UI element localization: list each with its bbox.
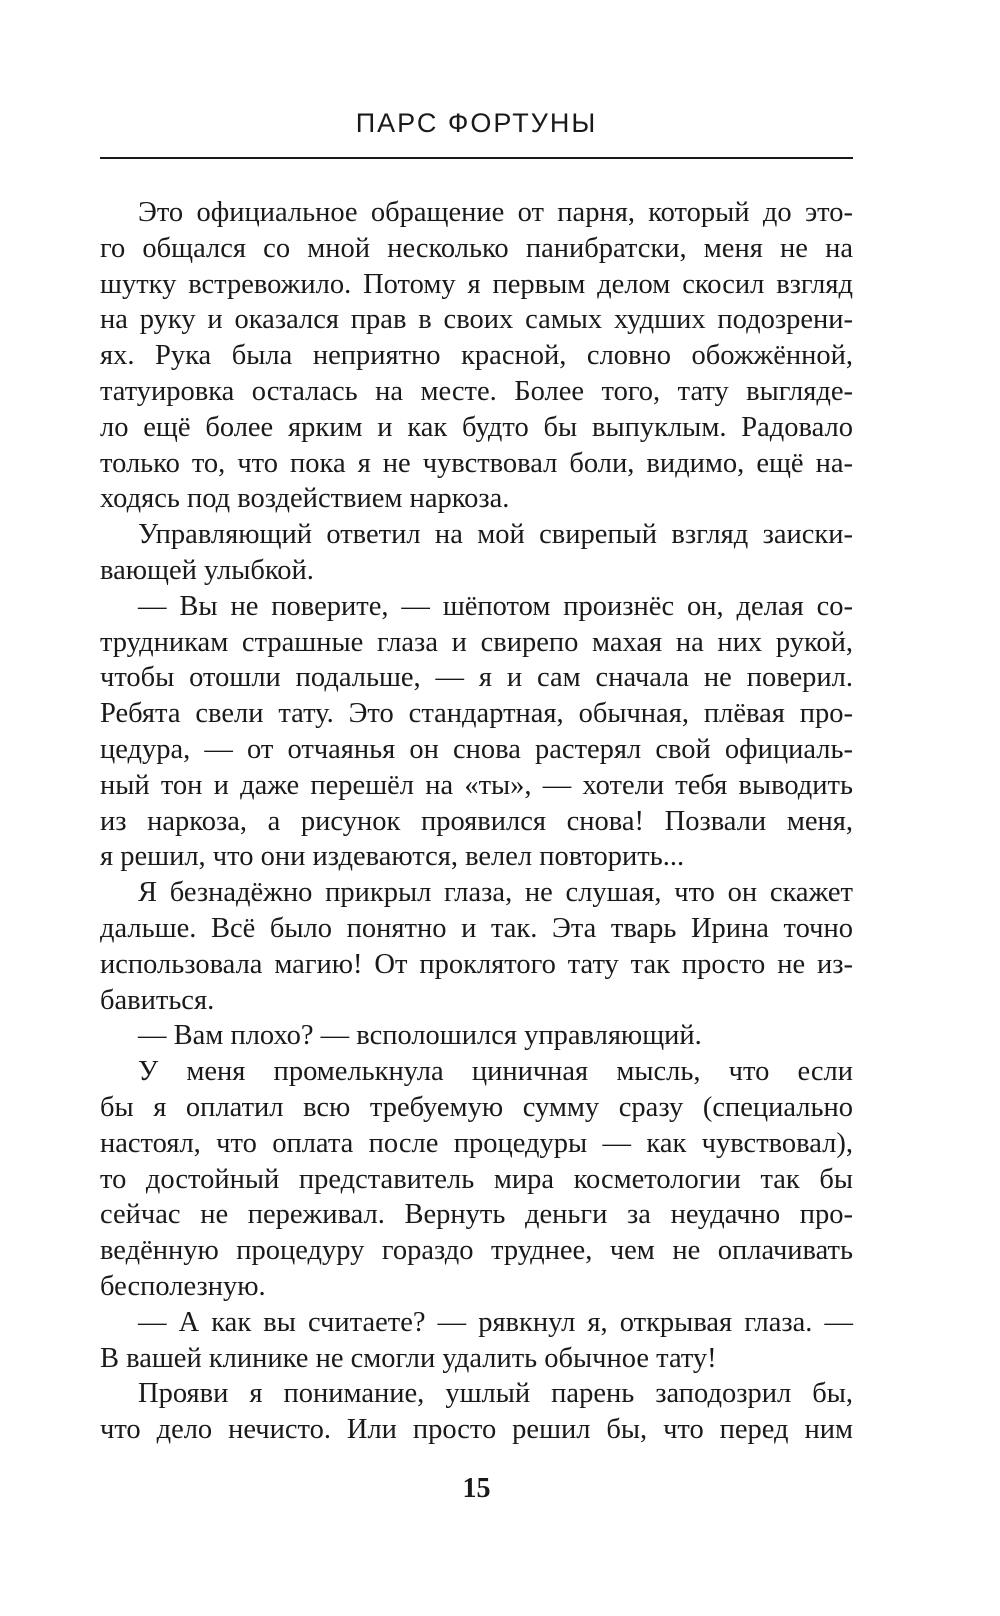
text-line: бавиться. xyxy=(100,984,215,1016)
text-line: У меня промелькнула циничная мысль, что если xyxy=(138,1056,853,1088)
text-line: го общался со мной несколько панибратски, меня не на xyxy=(100,232,853,264)
text-line: ло ещё более ярким и как будто бы выпуклым. Радовало xyxy=(100,411,853,443)
running-head-title: ПАРС ФОРТУНЫ xyxy=(355,108,598,138)
text-line: то достойный представитель мира косметологии так бы xyxy=(100,1163,853,1195)
text-line: на руку и оказался прав в своих самых худших подозрени- xyxy=(100,304,853,336)
text-line: бесполезную. xyxy=(100,1270,266,1302)
text-line: из наркоза, а рисунок проявился снова! Позвали меня, xyxy=(100,805,853,837)
text-line: шутку встревожило. Потому я первым делом скосил взгляд xyxy=(100,268,853,300)
page-number: 15 xyxy=(462,1473,491,1504)
text-line: я решил, что они издеваются, велел повторить... xyxy=(100,841,685,873)
body-text xyxy=(100,195,853,1448)
text-line: Я безнадёжно прикрыл глаза, не слушая, что он скажет xyxy=(138,877,853,909)
text-line: только то, что пока я не чувствовал боли, видимо, ещё на- xyxy=(100,447,853,479)
text-line: Управляющий ответил на мой свирепый взгляд заиски- xyxy=(138,519,853,551)
header-rule xyxy=(100,157,853,159)
text-line: настоял, что оплата после процедуры — как чувствовал), xyxy=(100,1127,853,1159)
text-line: использовала магию! От проклятого тату так просто не из- xyxy=(100,948,853,980)
text-line: вающей улыбкой. xyxy=(100,554,314,586)
text-line: В вашей клинике не смогли удалить обычное тату! xyxy=(100,1342,717,1374)
text-line: сейчас не переживал. Вернуть деньги за неудачно про- xyxy=(100,1199,853,1231)
text-line: чтобы отошли подальше, — я и сам сначала не поверил. xyxy=(100,662,853,694)
text-line: ходясь под воздействием наркоза. xyxy=(100,483,510,515)
text-line: татуировка осталась на месте. Более того, тату выгляде- xyxy=(100,375,853,407)
text-line: ный тон и даже перешёл на «ты», — хотели тебя выводить xyxy=(100,769,853,801)
text-line: — А как вы считаете? — рявкнул я, открывая глаза. — xyxy=(138,1306,853,1338)
text-line: Это официальное обращение от парня, который до это- xyxy=(138,197,853,228)
text-line: дальше. Всё было понятно и так. Эта тварь Ирина точно xyxy=(100,912,853,944)
text-line: — Вы не поверите, — шёпотом произнёс он, делая со- xyxy=(138,590,853,622)
text-line: — Вам плохо? — всполошился управляющий. xyxy=(138,1020,702,1052)
text-line: Ребята свели тату. Это стандартная, обычная, плёвая про- xyxy=(100,698,853,730)
text-line: трудникам страшные глаза и свирепо махая на них рукой, xyxy=(100,626,853,658)
text-line: ях. Рука была неприятно красной, словно обожжённой, xyxy=(100,340,853,372)
text-line: ведённую процедуру гораздо труднее, чем не оплачивать xyxy=(100,1235,853,1267)
text-line: Прояви я понимание, ушлый парень заподозрил бы, xyxy=(138,1378,853,1410)
text-line: что дело нечисто. Или просто решил бы, что перед ним xyxy=(100,1414,853,1446)
text-line: цедура, — от отчаянья он снова растерял свой официаль- xyxy=(100,733,853,765)
text-line: бы я оплатил всю требуемую сумму сразу (специально xyxy=(100,1091,853,1123)
